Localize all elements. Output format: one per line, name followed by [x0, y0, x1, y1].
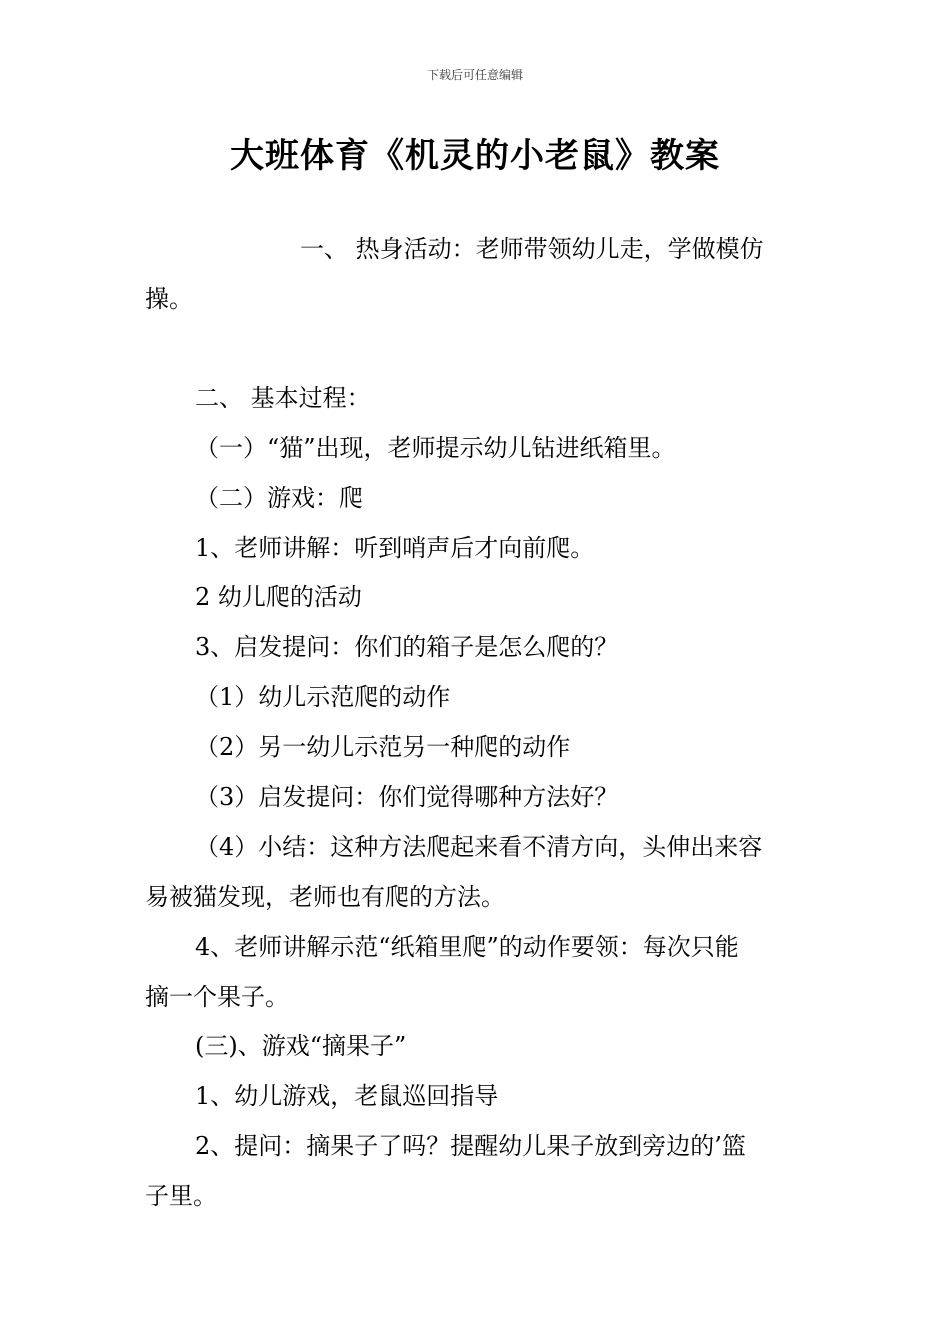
- paragraph-line: 子里。: [145, 1182, 217, 1210]
- paragraph-line: （3）启发提问：你们觉得哪种方法好？: [195, 783, 619, 811]
- paragraph-line: 易被猫发现，老师也有爬的方法。: [145, 883, 505, 911]
- paragraph-line: 操。: [145, 285, 193, 313]
- paragraph-line: 2、提问：摘果子了吗？提醒幼儿果子放到旁边的’篮: [195, 1132, 746, 1160]
- paragraph-line: （2）另一幼儿示范另一种爬的动作: [195, 733, 571, 761]
- paragraph-line: 2 幼儿爬的活动: [195, 583, 362, 611]
- paragraph-line: （一）“猫”出现，老师提示幼儿钻进纸箱里。: [195, 434, 676, 462]
- paragraph-line: 1、幼儿游戏，老鼠巡回指导: [195, 1082, 499, 1110]
- paragraph-line: 1、老师讲解：听到哨声后才向前爬。: [195, 534, 595, 562]
- paragraph-line: 一、 热身活动：老师带领幼儿走，学做模仿: [300, 235, 764, 263]
- section-heading: 二、 基本过程：: [195, 384, 371, 412]
- paragraph-line: （1）幼儿示范爬的动作: [195, 683, 451, 711]
- header-note: 下载后可任意编辑: [426, 68, 523, 82]
- paragraph-line: （二）游戏：爬: [195, 484, 363, 512]
- paragraph-line: 3、启发提问：你们的箱子是怎么爬的？: [195, 633, 619, 661]
- paragraph-line: （4）小结：这种方法爬起来看不清方向，头伸出来容: [195, 833, 763, 861]
- document-title: 大班体育《机灵的小老鼠》教案: [230, 136, 720, 176]
- paragraph-line: 摘一个果子。: [145, 983, 289, 1011]
- paragraph-line: (三)、游戏“摘果子”: [195, 1032, 407, 1060]
- paragraph-line: 4、老师讲解示范“纸箱里爬”的动作要领：每次只能: [195, 933, 739, 961]
